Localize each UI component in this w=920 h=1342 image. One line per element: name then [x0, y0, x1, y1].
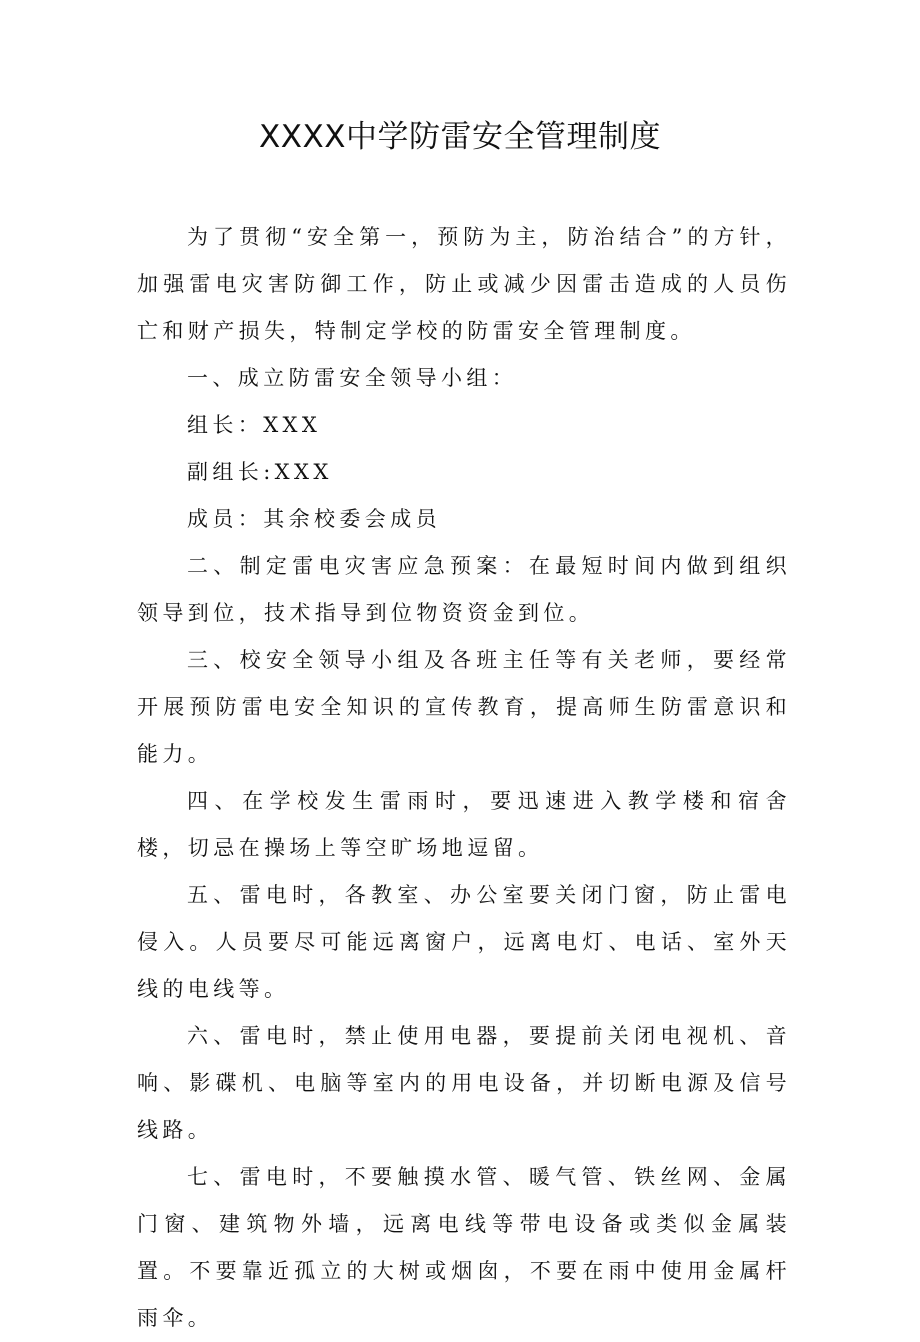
members-line: 成员：其余校委会成员 — [187, 507, 441, 531]
section-2-paragraph: 二、制定雷电灾害应急预案：在最短时间内做到组织领导到位，技术指导到位物资资金到位。 — [137, 554, 791, 625]
section-4-paragraph: 四、在学校发生雷雨时，要迅速进入教学楼和宿舍楼，切忌在操场上等空旷场地逗留。 — [137, 789, 791, 860]
section-3-paragraph: 三、校安全领导小组及各班主任等有关老师，要经常开展预防雷电安全知识的宣传教育，提高师生防雷意识和能力。 — [137, 648, 791, 766]
section-7-paragraph: 七、雷电时，不要触摸水管、暖气管、铁丝网、金属门窗、建筑物外墙，远离电线等带电设备或类似金属装置。不要靠近孤立的大树或烟囱，不要在雨中使用金属杆雨伞。 — [137, 1165, 791, 1330]
deputy-leader-line: 副组长:XXX — [187, 460, 333, 484]
section-6-paragraph: 六、雷电时，禁止使用电器，要提前关闭电视机、音响、影碟机、电脑等室内的用电设备，并切断电源及信号线路。 — [137, 1024, 791, 1142]
section-1-heading: 一、成立防雷安全领导小组： — [187, 366, 518, 390]
document-title: XXXX中学防雷安全管理制度 — [259, 119, 661, 155]
intro-paragraph: 为了贯彻“安全第一，预防为主，防治结合”的方针，加强雷电灾害防御工作，防止或减少因雷击造成的人员伤亡和财产损失，特制定学校的防雷安全管理制度。 — [137, 225, 791, 343]
document-body — [137, 214, 791, 1342]
leader-line: 组长：XXX — [187, 413, 322, 437]
section-5-paragraph: 五、雷电时，各教室、办公室要关闭门窗，防止雷电侵入。人员要尽可能远离窗户，远离电灯、电话、室外天线的电线等。 — [137, 883, 791, 1001]
